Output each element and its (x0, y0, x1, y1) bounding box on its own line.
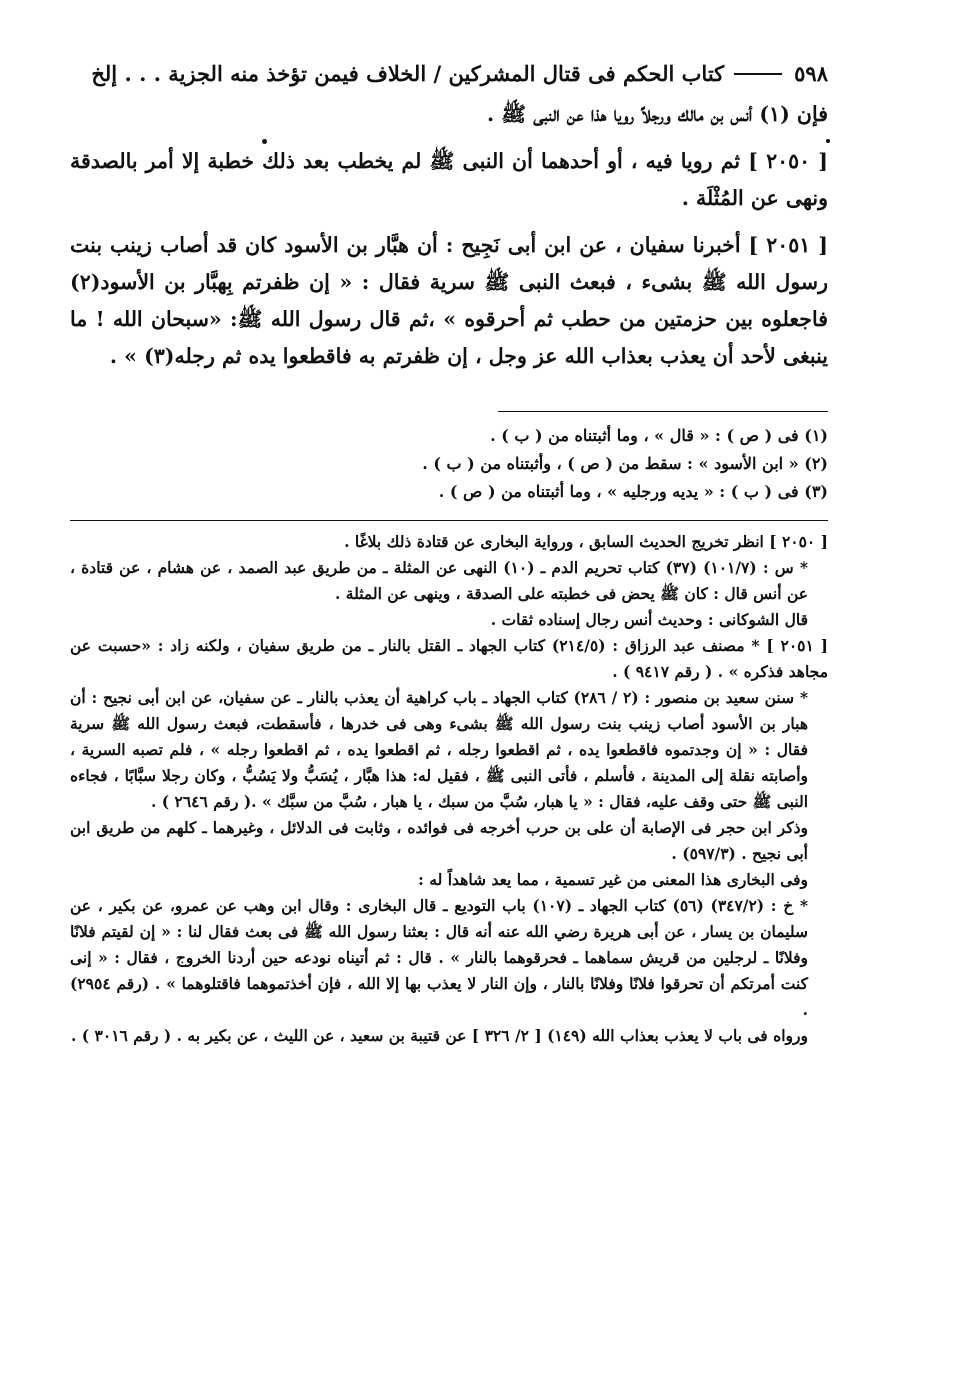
footnote-separator (498, 411, 828, 412)
page (70, 58, 828, 1049)
paragraph: فإن (١) أنس بن مالك ورجلاً رويا هذا عن النبى ﷺ . (487, 102, 828, 126)
takhrij-entry: قال الشوكانى : وحديث أنس رجال إسناده ثقات . (490, 610, 808, 629)
footnote: (٣) فى ( ب ) : « يديه ورجليه » ، وما أثبتناه من ( ص ) . (438, 482, 828, 501)
takhrij-notes (70, 529, 828, 1049)
takhrij-entry: * خ : (٣٤٧/٢) (٥٦) كتاب الجهاد ـ (١٠٧) باب التوديع ـ قال البخارى : وقال ابن وهب عن عمرو، عن بكير ، عن سليمان بن يسار ، عن أبى هريرة رضي الله عنه أنه قال : بعثنا رسول الله ﷺ فى بعث فقال لنا : « إن لقيتم فلانًا وفلانًا ـ لرجلين من قريش سماهما ـ فحرقوهما بالنار » . قال : ثم أتيناه نودعه حين أردنا الخروج ، فقال : « إنى كنت أمرتكم أن تحرقوا فلانًا وفلانًا بالنار ، وإن النار لا يعذب بها إلا الله ، فإن أخذتموهما فاقتلوهما » . (رقم ٢٩٥٤) . (70, 896, 809, 1019)
takhrij-entry: [ ٢٠٥٠ ] انظر تخريج الحديث السابق ، ورواية البخارى عن قتادة ذلك بلاغًا . (344, 532, 828, 551)
paragraph: [ ٢٠٥١ ] أخبرنا سفيان ، عن ابن أبى نَجِيح : أن هبَّار بن الأسود كان قد أصاب زينب بنت رسول الله ﷺ بشىء ، فبعث النبى ﷺ سرية فقال : « إن ظفرتم بِهبَّار بن الأسود(٢) فاجعلوه بين حزمتين من حطب ثم أحرقوه » ،ثم قال رسول الله ﷺ: «سبحان الله ! ما ينبغى لأحد أن يعذب بعذاب الله عز وجل ، إن ظفرتم به فاقطعوا يده ثم رجله(٣) » . (70, 233, 828, 368)
header-dash (734, 73, 782, 75)
paragraph: [ ٢٠٥٠ ] ثم رويا فيه ، أو أحدهما أن النبى ﷺ لم يخطب بعد ذلك خطبة إلا أمر بالصدقة ونهى عن المُثْلَة . (70, 149, 828, 210)
running-header (70, 58, 828, 90)
footnotes (70, 422, 828, 506)
main-text (70, 96, 828, 375)
takhrij-entry: [ ٢٠٥١ ] * مصنف عبد الرزاق : (٢١٤/٥) كتاب الجهاد ـ القتل بالنار ـ من طريق سفيان ، ولكنه زاد : «حسبت عن مجاهد فذكره » . ( رقم ٩٤١٧ ) . (70, 636, 829, 681)
page-number: ٥٩٨ (794, 61, 828, 86)
footnote: (١) فى ( ص ) : « قال » ، وما أثبتناه من ( ب ) . (490, 426, 828, 445)
takhrij-entry: ورواه فى باب لا يعذب بعذاب الله (١٤٩) [ ٢/ ٣٢٦ ] عن قتيبة بن سعيد ، عن الليث ، عن بكير به . ( رقم ٣٠١٦ ) . (71, 1026, 808, 1045)
takhrij-entry: * س : (١٠١/٧) (٣٧) كتاب تحريم الدم ـ (١٠) النهى عن المثلة ـ من طريق عبد الصمد ، عن هشام ، عن قتادة ، عن أنس قال : كان ﷺ يحض فى خطبته على الصدقة ، وينهى عن المثلة . (70, 558, 808, 603)
footnote: (٢) « ابن الأسود » : سقط من ( ص ) ، وأثبتناه من ( ب ) . (422, 454, 828, 473)
running-title: كتاب الحكم فى قتال المشركين / الخلاف فيمن تؤخذ منه الجزية . . . إلخ (91, 61, 725, 86)
takhrij-entry: * سنن سعيد بن منصور : (٢ / ٢٨٦) كتاب الجهاد ـ باب كراهية أن يعذب بالنار ـ عن سفيان، عن ابن أبى نجيح : أن هبار بن الأسود أصاب زينب بنت رسول الله ﷺ بشىء وهى فى خدرها ، فأسقطت، فبعث رسول الله ﷺ سرية فقال : « إن وجدتموه فاقطعوا يده ، ثم اقطعوا رجله ، ثم اقطعوا يده ، ثم اقطعوا رجله » ، فلم تصبه السرية ، وأصابته نقلة إلى المدينة ، فأسلم ، فأتى النبى ﷺ ، فقيل له: هذا هبَّار ، يُسَبُّ ولا يَسُبُّ ، وكان رجلا سبَّابًا ، فجاءه النبى ﷺ حتى وقف عليه، فقال : « يا هبار، سُبَّ من سبك ، يا هبار ، سُبَّ من سبَّك » .( رقم ٢٦٤٦ ) . (70, 688, 808, 811)
takhrij-entry: وفى البخارى هذا المعنى من غير تسمية ، مما يعد شاهداً له : (418, 870, 808, 889)
takhrij-separator (70, 520, 828, 521)
takhrij-entry: وذكر ابن حجر فى الإصابة أن على بن حرب أخرجه فى فوائده ، وثابت فى الدلائل ، وغيرهما ـ كلهم من طريق ابن أبى نجيح . (٥٩٧/٣) . (70, 818, 808, 863)
